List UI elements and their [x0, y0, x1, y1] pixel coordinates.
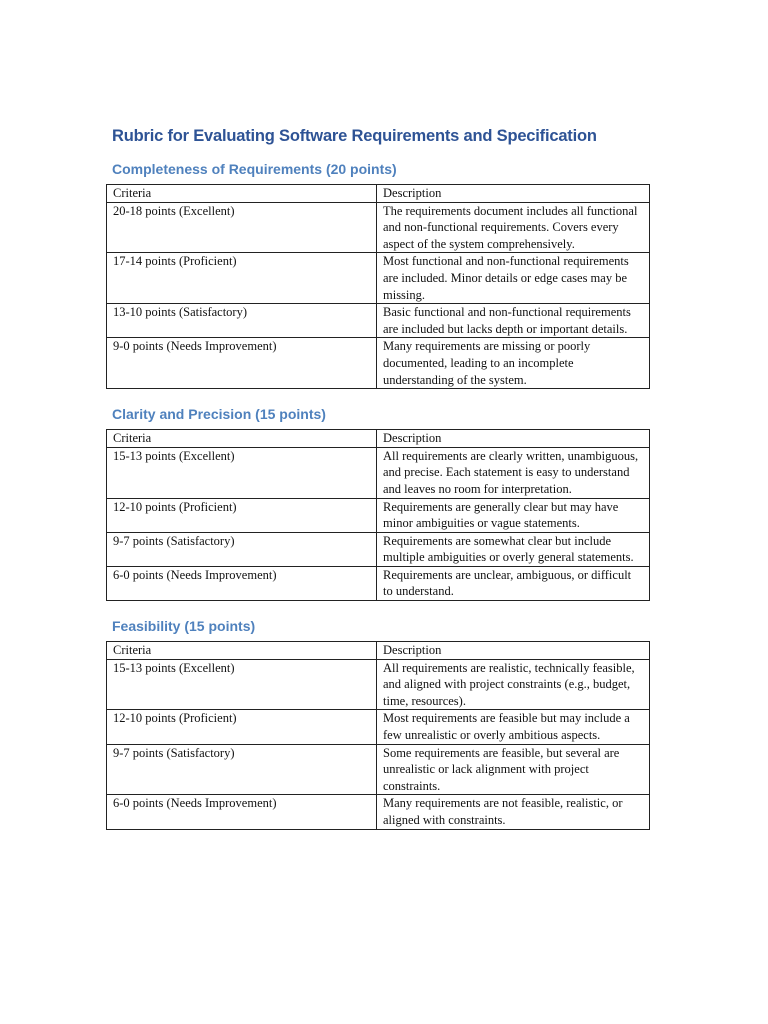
section-heading: Feasibility (15 points)	[112, 618, 256, 635]
criteria-cell: 20-18 points (Excellent)	[107, 202, 377, 253]
criteria-cell: 9-7 points (Satisfactory)	[107, 744, 377, 795]
section-feasibility	[106, 615, 649, 830]
description-cell: Requirements are generally clear but may have minor ambiguities or vague statements.	[377, 498, 650, 532]
table-row	[107, 659, 650, 710]
description-cell: Requirements are somewhat clear but include multiple ambiguities or overly general statements.	[377, 532, 650, 566]
table-header-row	[107, 185, 650, 203]
table-row	[107, 304, 650, 338]
rubric-table	[106, 429, 650, 601]
section-completeness	[106, 158, 649, 389]
criteria-cell: 6-0 points (Needs Improvement)	[107, 795, 377, 829]
description-cell: Many requirements are missing or poorly documented, leading to an incomplete understanding of the system.	[377, 338, 650, 389]
criteria-header: Criteria	[107, 642, 377, 660]
table-row	[107, 744, 650, 795]
description-header: Description	[377, 642, 650, 660]
description-header: Description	[377, 185, 650, 203]
description-header: Description	[377, 430, 650, 448]
description-cell: The requirements document includes all functional and non-functional requirements. Covers every aspect of the system comprehensively.	[377, 202, 650, 253]
document-page	[106, 122, 649, 830]
rubric-table	[106, 184, 650, 389]
criteria-cell: 13-10 points (Satisfactory)	[107, 304, 377, 338]
section-heading: Clarity and Precision (15 points)	[112, 406, 326, 423]
criteria-cell: 9-0 points (Needs Improvement)	[107, 338, 377, 389]
criteria-cell: 17-14 points (Proficient)	[107, 253, 377, 304]
criteria-cell: 12-10 points (Proficient)	[107, 498, 377, 532]
table-row	[107, 566, 650, 600]
criteria-cell: 15-13 points (Excellent)	[107, 659, 377, 710]
table-row	[107, 338, 650, 389]
description-cell: All requirements are realistic, technically feasible, and aligned with project constraints (e.g., budget, time, resources).	[377, 659, 650, 710]
table-row	[107, 532, 650, 566]
criteria-cell: 6-0 points (Needs Improvement)	[107, 566, 377, 600]
description-cell: Most functional and non-functional requirements are included. Minor details or edge cases may be missing.	[377, 253, 650, 304]
table-header-row	[107, 642, 650, 660]
table-row	[107, 202, 650, 253]
table-row	[107, 710, 650, 744]
criteria-cell: 12-10 points (Proficient)	[107, 710, 377, 744]
description-cell: Many requirements are not feasible, realistic, or aligned with constraints.	[377, 795, 650, 829]
rubric-table	[106, 641, 650, 830]
description-cell: Most requirements are feasible but may include a few unrealistic or overly ambitious aspects.	[377, 710, 650, 744]
table-row	[107, 498, 650, 532]
description-cell: Requirements are unclear, ambiguous, or difficult to understand.	[377, 566, 650, 600]
description-cell: Basic functional and non-functional requirements are included but lacks depth or important details.	[377, 304, 650, 338]
criteria-header: Criteria	[107, 185, 377, 203]
table-row	[107, 795, 650, 829]
table-header-row	[107, 430, 650, 448]
criteria-header: Criteria	[107, 430, 377, 448]
document-title: Rubric for Evaluating Software Requirements and Specification	[112, 127, 597, 145]
table-row	[107, 253, 650, 304]
description-cell: All requirements are clearly written, unambiguous, and precise. Each statement is easy to understand and leaves no room for interpretation.	[377, 447, 650, 498]
section-clarity	[106, 403, 649, 601]
table-row	[107, 447, 650, 498]
criteria-cell: 15-13 points (Excellent)	[107, 447, 377, 498]
section-heading: Completeness of Requirements (20 points)	[112, 161, 397, 177]
description-cell: Some requirements are feasible, but several are unrealistic or lack alignment with project constraints.	[377, 744, 650, 795]
criteria-cell: 9-7 points (Satisfactory)	[107, 532, 377, 566]
